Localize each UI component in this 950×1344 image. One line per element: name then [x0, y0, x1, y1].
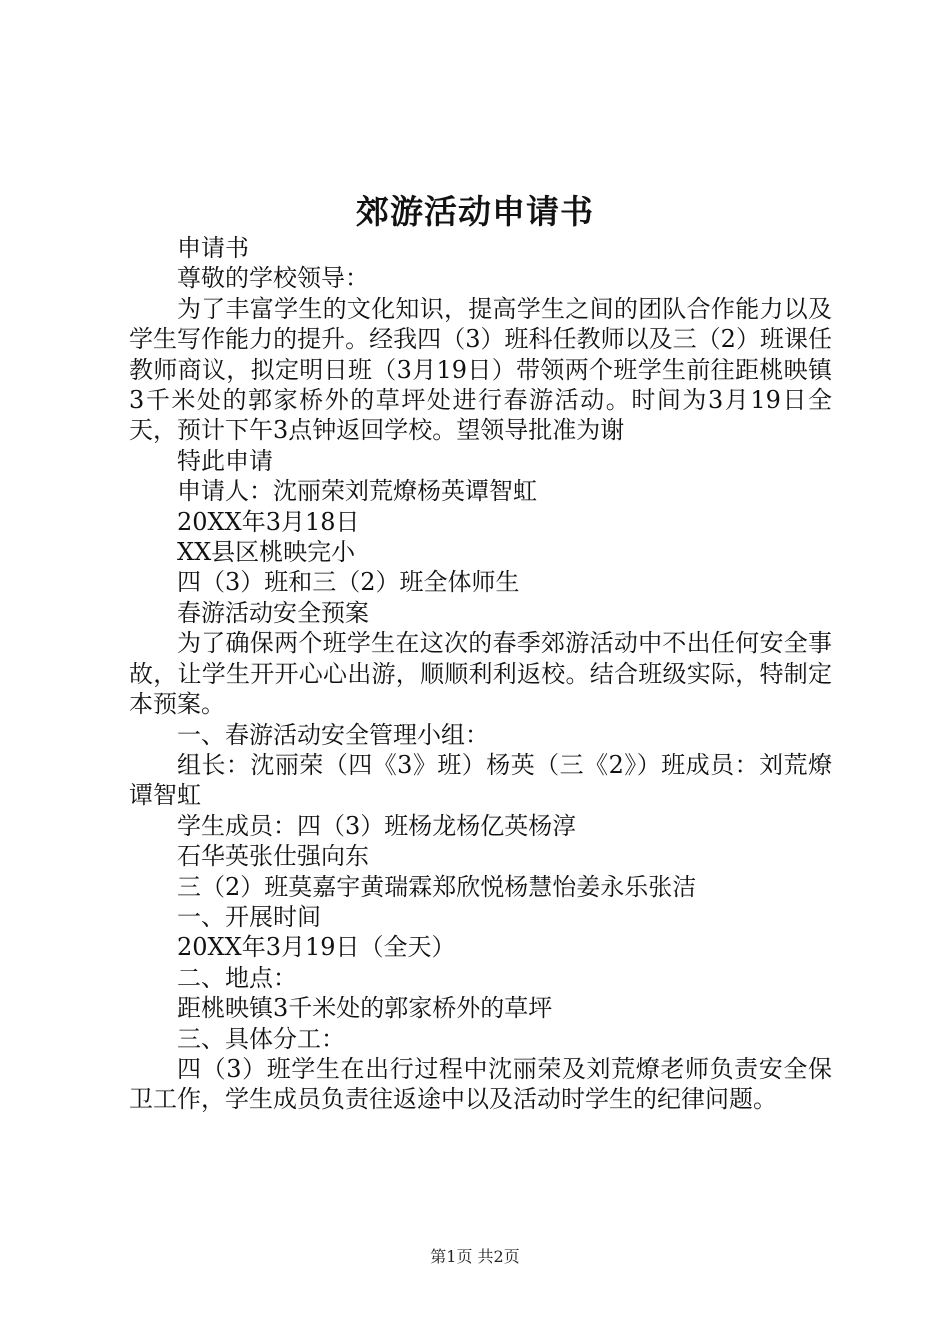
paragraph-section-safety-group: 一、春游活动安全管理小组： [177, 720, 489, 749]
paragraph-section-time: 一、开展时间 [177, 902, 321, 931]
paragraph-student-members-cont: 石华英张仕强向东 [177, 842, 369, 871]
paragraph-salutation: 尊敬的学校领导： [177, 264, 369, 293]
paragraph-request-body: 为了丰富学生的文化知识，提高学生之间的团队合作能力以及学生写作能力的提升。经我四（3）班科任教师以及三（2）班课任教师商议，拟定明日班（3月19日）带领两个班学生前往距桃映镇3千米处的郭家桥外的草坪处进行春游活动。时间为3月19日全天，预计下午3点钟返回学校。望领导批准为谢 [129, 294, 832, 445]
paragraph-section-duties: 三、具体分工： [177, 1024, 345, 1053]
paragraph-closing: 特此申请 [177, 446, 273, 475]
paragraph-classes: 四（3）班和三（2）班全体师生 [177, 568, 520, 597]
document-title: 郊游活动申请书 [356, 192, 594, 231]
paragraph-student-members: 学生成员：四（3）班杨龙杨亿英杨淳 [177, 811, 577, 840]
paragraph-section-location: 二、地点： [177, 963, 297, 992]
paragraph-school: XX县区桃映完小 [177, 538, 356, 567]
paragraph-date: 20XX年3月18日 [177, 507, 360, 536]
paragraph-heading-application: 申请书 [177, 234, 249, 262]
paragraph-safety-plan-title: 春游活动安全预案 [177, 598, 369, 627]
page-footer: 第1页 共2页 [430, 1247, 520, 1266]
paragraph-class-three-members: 三（2）班莫嘉宇黄瑞霖郑欣悦杨慧怡姜永乐张洁 [177, 872, 697, 901]
paragraph-safety-plan-intro: 为了确保两个班学生在这次的春季郊游活动中不出任何安全事故，让学生开开心心出游，顺顺利利返校。结合班级实际，特制定本预案。 [129, 629, 832, 719]
paragraph-location-value: 距桃映镇3千米处的郭家桥外的草坪 [177, 994, 553, 1023]
paragraph-applicants: 申请人：沈丽荣刘荒燎杨英谭智虹 [177, 477, 537, 506]
paragraph-time-value: 20XX年3月19日（全天） [177, 933, 456, 962]
paragraph-group-leaders: 组长：沈丽荣（四《3》班）杨英（三《2》）班成员：刘荒燎谭智虹 [129, 750, 832, 810]
document-body [129, 233, 832, 1115]
paragraph-duties-detail: 四（3）班学生在出行过程中沈丽荣及刘荒燎老师负责安全保卫工作，学生成员负责往返途中以及活动时学生的纪律问题。 [129, 1054, 832, 1114]
